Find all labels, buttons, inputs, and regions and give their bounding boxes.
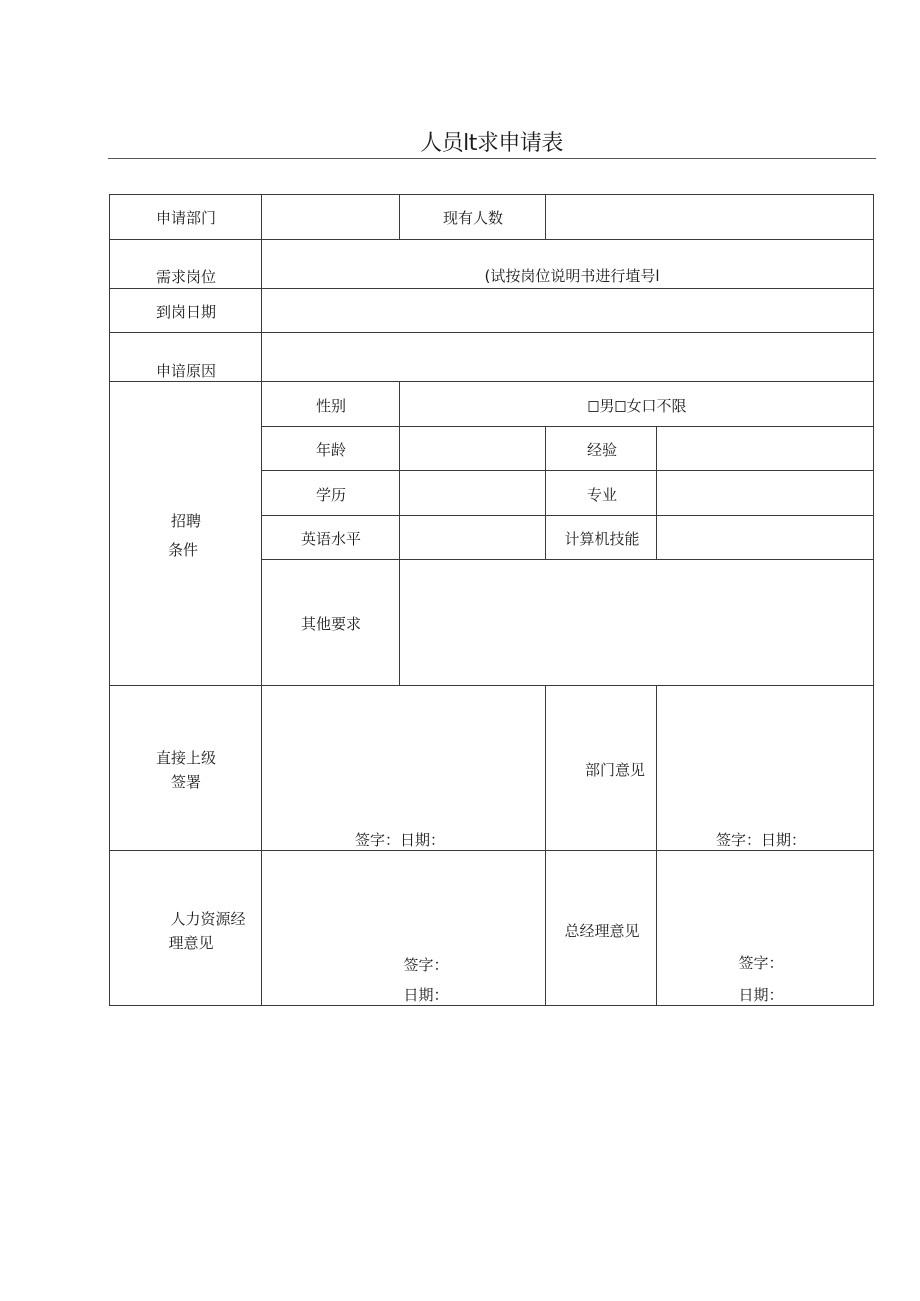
checkbox-female[interactable]	[615, 401, 625, 412]
gender-options	[587, 397, 686, 415]
supervisor-label-line1: 直接上级	[155, 749, 217, 767]
supervisor-label-cell	[109, 685, 262, 851]
position-label: 需求岗位	[155, 268, 217, 286]
major-label: 专业	[586, 486, 618, 504]
computer-label: 计算机技能	[564, 530, 640, 548]
dept-opinion-sign-date: 签字：日期：	[715, 831, 807, 849]
gm-sign-field[interactable]	[656, 850, 874, 1006]
current-count-value-field[interactable]	[545, 194, 874, 240]
gm-date-label: 日期：	[738, 986, 784, 1004]
current-count-label: 现有人数	[442, 209, 504, 227]
reason-value-field[interactable]	[261, 332, 874, 382]
dept-opinion-label: 部门意见	[584, 761, 646, 779]
age-label: 年龄	[315, 441, 347, 459]
arrival-date-value-field[interactable]	[261, 288, 874, 333]
english-label: 英语水平	[300, 530, 362, 548]
gender-label: 性别	[315, 397, 347, 415]
hr-date-label: 日期：	[403, 986, 449, 1004]
age-value-field[interactable]	[399, 426, 546, 471]
gm-opinion-label: 总经理意见	[564, 922, 640, 940]
other-label: 其他要求	[300, 615, 362, 633]
experience-label: 经验	[586, 441, 618, 459]
supervisor-sign-field[interactable]	[261, 685, 546, 851]
arrival-date-label: 到岗日期	[155, 303, 217, 321]
other-value-field[interactable]	[399, 559, 874, 686]
checkbox-male[interactable]	[588, 401, 598, 412]
hr-label-cell	[109, 850, 262, 1006]
major-value-field[interactable]	[656, 470, 874, 516]
dept-label: 申请部门	[155, 209, 217, 227]
gender-any-label: 口不限	[641, 397, 687, 415]
hr-label-line2: 理意见	[168, 934, 214, 952]
experience-value-field[interactable]	[656, 426, 874, 471]
computer-value-field[interactable]	[656, 515, 874, 560]
hr-sign-field[interactable]	[261, 850, 546, 1006]
english-value-field[interactable]	[399, 515, 546, 560]
gm-sign-label: 签字：	[738, 954, 784, 972]
supervisor-sign-date: 签字：日期：	[354, 831, 446, 849]
dept-value-field[interactable]	[261, 194, 400, 240]
education-label: 学历	[315, 486, 347, 504]
dept-opinion-sign-field[interactable]	[656, 685, 874, 851]
recruit-label-line1: 招聘	[170, 512, 202, 530]
form-title: 人员lt求申请表	[420, 131, 563, 156]
supervisor-label-line2: 签署	[170, 773, 202, 791]
gender-female-label: 女	[626, 397, 642, 415]
recruit-label-line2: 条件	[167, 541, 199, 559]
position-hint: (试按岗位说明书进行埴号l	[484, 267, 660, 285]
education-value-field[interactable]	[399, 470, 546, 516]
hr-label-line1: 人力资源经	[170, 910, 246, 928]
recruit-conditions-label-cell	[109, 381, 262, 686]
hr-sign-label: 签字：	[403, 956, 449, 974]
reason-label: 申谙原因	[155, 362, 217, 380]
gender-male-label: 男	[599, 397, 615, 415]
